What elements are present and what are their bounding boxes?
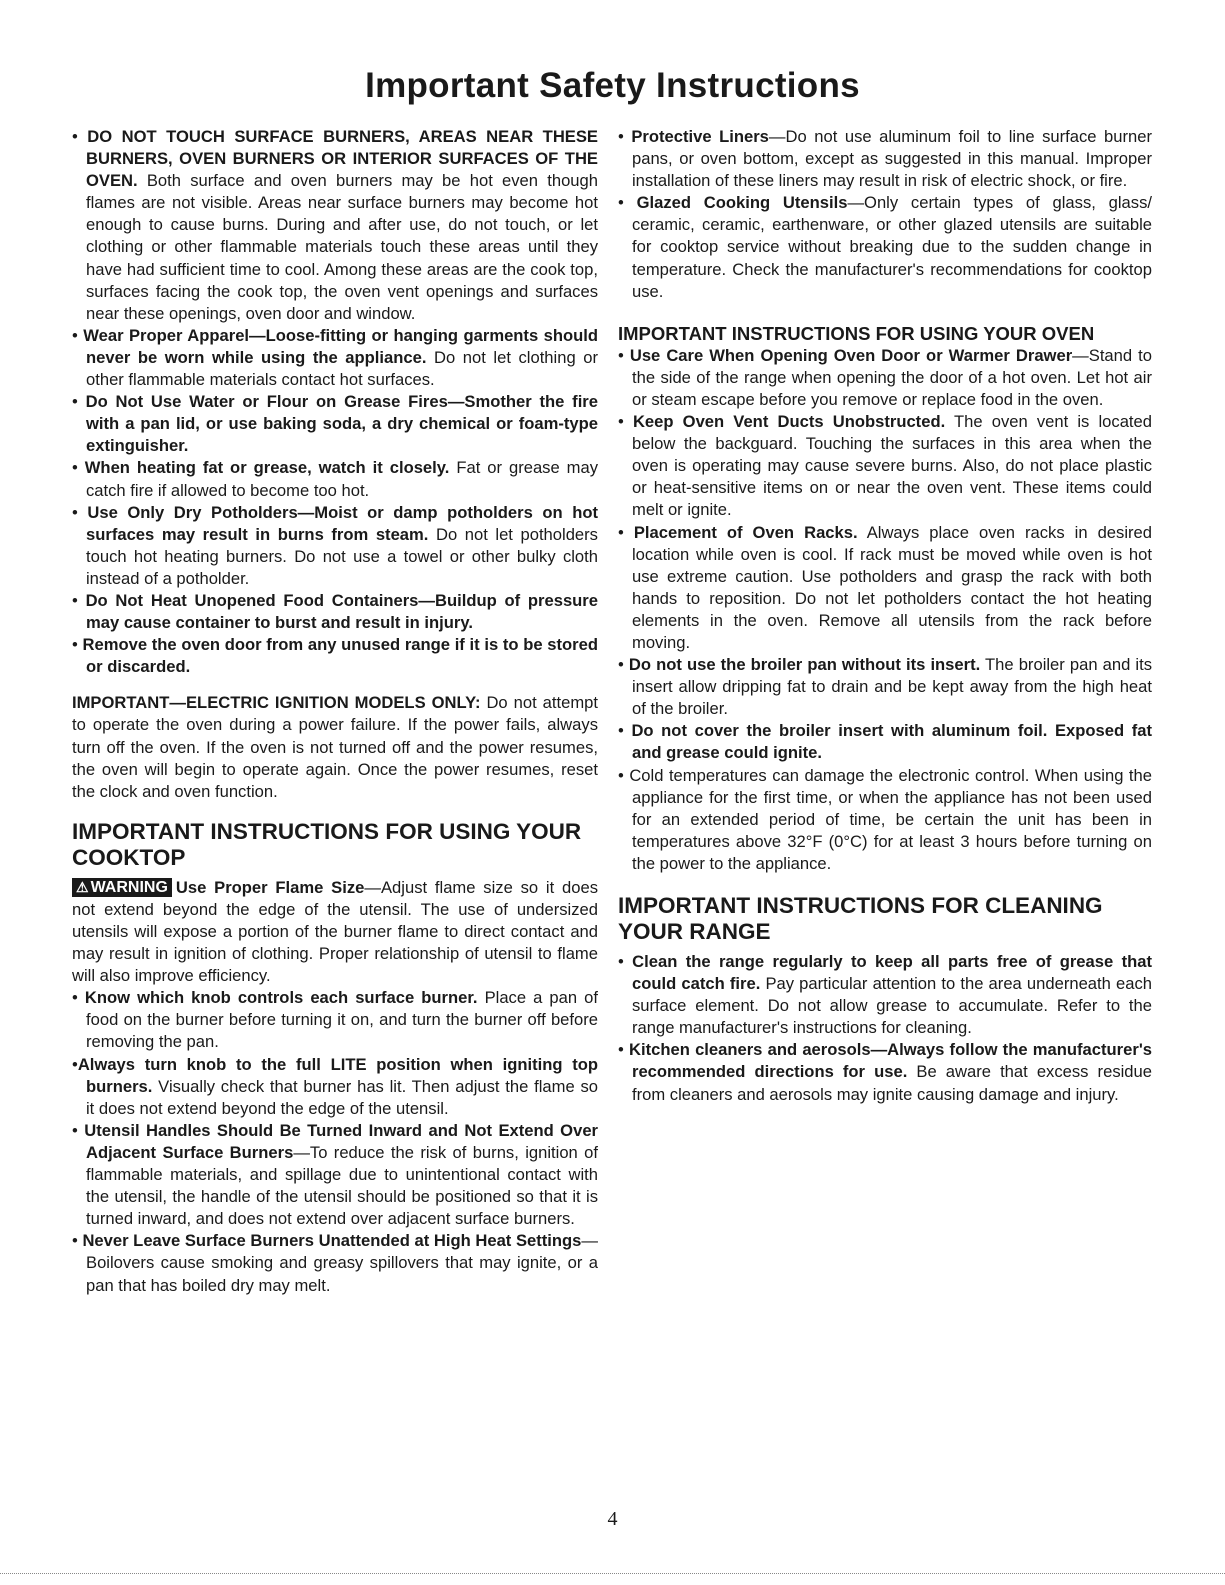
- warning-triangle-icon: ⚠: [76, 878, 89, 895]
- list-item: • Glazed Cooking Utensils—Only certain types of glass, glass/ ceramic, ceramic, earthenware, or other glazed utensils are suitable for cooktop service without breaking due to the sudden change in temperature. Check the manufacturer's recommendations for cooktop use.: [618, 193, 1152, 301]
- list-item: • Do not cover the broiler insert with aluminum foil. Exposed fat and grease could ignite.: [618, 721, 1153, 763]
- section-heading-cooktop: IMPORTANT INSTRUCTIONS FOR USING YOUR COOKTOP: [72, 818, 582, 870]
- list-item: • When heating fat or grease, watch it closely. Fat or grease may catch fire if allowed to become too hot.: [72, 458, 599, 500]
- list-item: • Never Leave Surface Burners Unattended at High Heat Settings—Boilovers cause smoking and greasy spillovers that may ignite, or a pan that has boiled dry may melt.: [72, 1231, 599, 1295]
- page-number: 4: [607, 1508, 618, 1530]
- section-heading-cleaning: IMPORTANT INSTRUCTIONS FOR CLEANING YOUR RANGE: [618, 893, 1103, 944]
- electric-ignition-note: IMPORTANT—ELECTRIC IGNITION MODELS ONLY: Do not attempt to operate the oven during a power failure. If the power fails, always turn off the oven. If the oven is not turned off and the power resumes, the oven will begin to operate again. Once the power resumes, reset the clock and oven function.: [72, 693, 598, 801]
- list-item: • Remove the oven door from any unused range if it is to be stored or discarded.: [72, 635, 598, 677]
- list-item: • Keep Oven Vent Ducts Unobstructed. The oven vent is located below the backguard. Touching the surfaces in this area when the oven is operating may cause severe burns. Also, do not place plastic or heat-sensitive items on or near the oven vent. These items could melt or ignite.: [618, 412, 1152, 520]
- list-item: • Do Not Use Water or Flour on Grease Fires—Smother the fire with a pan lid, or use baking soda, a dry chemical or foam-type extinguisher.: [72, 392, 598, 456]
- list-item: • Know which knob controls each surface burner. Place a pan of food on the burner before turning it on, and turn the burner off before removing the pan.: [72, 988, 598, 1052]
- list-item: • Cold temperatures can damage the electronic control. When using the appliance for the first time, or when the appliance has not been used for an extended period of time, be certain the unit has been in temperatures above 32°F (0°C) for at least 3 hours before turning on the power to the appliance.: [618, 765, 1152, 873]
- bottom-divider: [0, 1573, 1225, 1574]
- list-item: • Wear Proper Apparel—Loose-fitting or hanging garments should never be worn while using the appliance. Do not let clothing or other flammable materials contact hot surfaces.: [72, 325, 599, 390]
- list-item: • Do not use the broiler pan without its insert. The broiler pan and its insert allow dripping fat to drain and be kept away from the high heat of the broiler.: [618, 655, 1153, 719]
- flame-size-paragraph: ⚠ WARNING Use Proper Flame Size—Adjust flame size so it does not extend beyond the edge of the utensil. The use of undersized utensils will expose a portion of the burner flame to direct contact and may result in ignition of clothing. Proper relationship of utensil to flame will also improve efficiency.: [72, 877, 599, 986]
- warning-badge: ⚠ WARNING: [72, 878, 172, 897]
- list-item: • Kitchen cleaners and aerosols—Always follow the manufacturer's recommended directions for use. Be aware that excess residue from cleaners and aerosols may ignite causing damage and injury.: [618, 1040, 1152, 1104]
- list-item: • DO NOT TOUCH SURFACE BURNERS, AREAS NEAR THESE BURNERS, OVEN BURNERS OR INTERIOR SURFACES OF THE OVEN. Both surface and oven burners may be hot even though flames are not visible. Areas near surface burners may become hot enough to cause burns. During and after use, do not touch, or let clothing or other flammable materials touch these areas until they have had sufficient time to cool. Among these areas are the cook top, surfaces facing the cook top, the oven vent openings and surfaces near these openings, oven door and window.: [72, 127, 599, 323]
- list-item: • Clean the range regularly to keep all parts free of grease that could catch fire. Pay particular attention to the area underneath each surface element. Do not allow grease to accumulate. Refer to the range manufacturer's instructions for cleaning.: [618, 952, 1152, 1038]
- section-heading-oven: IMPORTANT INSTRUCTIONS FOR USING YOUR OVEN: [618, 322, 1095, 344]
- list-item: • Use Only Dry Potholders—Moist or damp potholders on hot surfaces may result in burns from steam. Do not let potholders touch hot heating burners. Do not use a towel or other bulky cloth instead of a potholder.: [72, 502, 599, 588]
- list-item: • Placement of Oven Racks. Always place oven racks in desired location while oven is cool. If rack must be moved while oven is hot use extreme caution. Use potholders and grasp the rack with both hands to reposition. Do not let potholders contact the hot heating elements in the oven. Remove all utensils from the rack before moving.: [618, 522, 1153, 652]
- right-column: [618, 126, 1152, 1106]
- left-column: [72, 126, 598, 1297]
- list-item: • Protective Liners—Do not use aluminum foil to line surface burner pans, or oven bottom, except as suggested in this manual. Improper installation of these liners may result in risk of electric shock, or fire.: [618, 127, 1152, 191]
- list-item: • Use Care When Opening Oven Door or Warmer Drawer—Stand to the side of the range when opening the door of a hot oven. Let hot air or steam escape before you remove or replace food in the oven.: [618, 345, 1152, 409]
- list-item: • Utensil Handles Should Be Turned Inward and Not Extend Over Adjacent Surface Burners—To reduce the risk of burns, ignition of flammable materials, and spillage due to unintentional contact with the utensil, the handle of the utensil should be positioned so that it is turned inward, and does not extend over adjacent surface burners.: [72, 1120, 599, 1229]
- list-item: •Always turn knob to the full LITE position when igniting top burners. Visually check that burner has lit. Then adjust the flame so it does not extend beyond the edge of the utensil.: [72, 1054, 598, 1118]
- page-title: Important Safety Instructions: [365, 66, 860, 105]
- list-item: • Do Not Heat Unopened Food Containers—Buildup of pressure may cause container to burst and result in injury.: [72, 590, 598, 633]
